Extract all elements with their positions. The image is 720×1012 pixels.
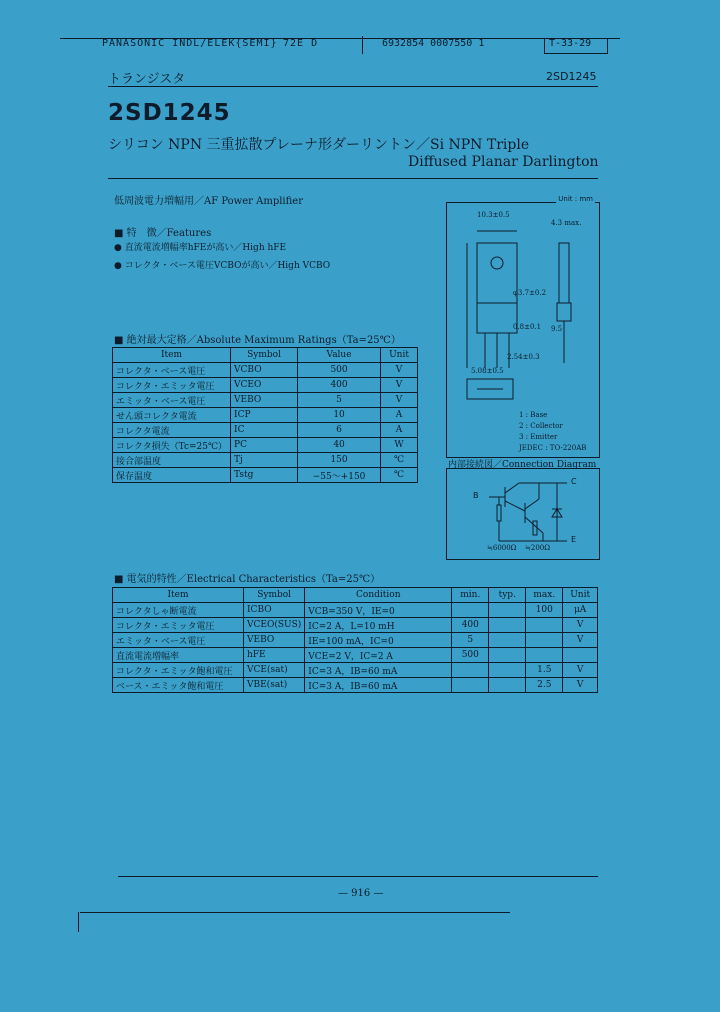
table-cell: ベース・エミッタ飽和電圧 bbox=[113, 678, 244, 693]
table-cell: VCEO(SUS) bbox=[244, 618, 305, 633]
dim-label: 9.5 bbox=[551, 325, 563, 333]
dim-label: φ3.7±0.2 bbox=[513, 289, 547, 297]
table-row bbox=[113, 453, 418, 468]
table-row bbox=[113, 378, 418, 393]
table-cell: IC=3 A，IB=60 mA bbox=[305, 678, 452, 693]
feature-item-2 bbox=[114, 258, 330, 271]
table-cell: A bbox=[381, 423, 418, 438]
table-cell: VCE=2 V，IC=2 A bbox=[305, 648, 452, 663]
table-cell: V bbox=[563, 618, 598, 633]
table-cell bbox=[452, 678, 489, 693]
table-cell bbox=[489, 663, 526, 678]
table-row bbox=[113, 648, 598, 663]
table-row bbox=[113, 603, 598, 618]
table-cell: ICP bbox=[231, 408, 298, 423]
table-row bbox=[113, 663, 598, 678]
application-text: 低周波電力増幅用／AF Power Amplifier bbox=[114, 196, 303, 207]
table-cell: VCEO bbox=[231, 378, 298, 393]
table-cell: 5 bbox=[298, 393, 381, 408]
table-cell: 1.5 bbox=[526, 663, 563, 678]
features-heading bbox=[114, 224, 211, 239]
column-header: Symbol bbox=[244, 588, 305, 603]
column-header: typ. bbox=[489, 588, 526, 603]
header-stamp: T-33-29 bbox=[549, 38, 592, 49]
table-cell: 2.5 bbox=[526, 678, 563, 693]
table-cell: 接合部温度 bbox=[113, 453, 231, 468]
table-header-row bbox=[113, 348, 418, 363]
subtitle-line1: シリコン NPN 三重拡散プレーナ形ダーリントン／Si NPN Triple bbox=[108, 137, 530, 153]
table-cell: μA bbox=[563, 603, 598, 618]
table-cell bbox=[526, 618, 563, 633]
table-cell: A bbox=[381, 408, 418, 423]
table-row bbox=[113, 393, 418, 408]
table-cell bbox=[489, 633, 526, 648]
table-row bbox=[113, 468, 418, 483]
table-cell: コレクタしゃ断電流 bbox=[113, 603, 244, 618]
pin-label: 3 : Emitter bbox=[519, 433, 558, 441]
resistor-2-label: ≒200Ω bbox=[525, 544, 551, 552]
table-cell: V bbox=[381, 393, 418, 408]
table-cell: コレクタ・エミッタ飽和電圧 bbox=[113, 663, 244, 678]
section-marker-icon: ■ bbox=[114, 335, 127, 346]
table-cell: 5 bbox=[452, 633, 489, 648]
table-cell bbox=[526, 648, 563, 663]
table-cell: V bbox=[563, 633, 598, 648]
table-row bbox=[113, 678, 598, 693]
column-header: Value bbox=[298, 348, 381, 363]
column-header: Item bbox=[113, 588, 244, 603]
package-unit-label: Unit : mm bbox=[558, 195, 593, 203]
table-cell: VCB=350 V，IE=0 bbox=[305, 603, 452, 618]
ratings-heading-text: 絶対最大定格／Absolute Maximum Ratings（Ta=25℃） bbox=[126, 335, 401, 346]
electrical-heading bbox=[114, 570, 380, 585]
table-row bbox=[113, 633, 598, 648]
table-cell: エミッタ・ベース電圧 bbox=[113, 633, 244, 648]
table-cell: VCBO bbox=[231, 363, 298, 378]
column-header: min. bbox=[452, 588, 489, 603]
table-cell: 150 bbox=[298, 453, 381, 468]
part-number-corner: 2SD1245 bbox=[546, 70, 597, 83]
electrical-heading-text: 電気的特性／Electrical Characteristics（Ta=25℃） bbox=[126, 574, 381, 585]
table-cell: VEBO bbox=[244, 633, 305, 648]
page-number: — 916 — bbox=[338, 888, 384, 899]
pin-label: 1 : Base bbox=[519, 411, 548, 419]
table-cell: V bbox=[381, 378, 418, 393]
dim-label: 10.3±0.5 bbox=[477, 211, 510, 219]
table-row bbox=[113, 408, 418, 423]
table-cell bbox=[563, 648, 598, 663]
column-header: Unit bbox=[563, 588, 598, 603]
column-header: Item bbox=[113, 348, 231, 363]
table-row bbox=[113, 423, 418, 438]
header-code: 72E D bbox=[283, 38, 319, 49]
table-cell: エミッタ・ベース電圧 bbox=[113, 393, 231, 408]
category-label: トランジスタ bbox=[108, 72, 186, 87]
ratings-heading bbox=[114, 331, 401, 346]
dim-label: 5.08±0.5 bbox=[471, 367, 504, 375]
feature-text-2: コレクタ・ベース電圧VCBOが高い／High VCBO bbox=[124, 261, 331, 271]
ratings-table bbox=[112, 347, 418, 483]
table-cell: hFE bbox=[244, 648, 305, 663]
terminal-c-label: C bbox=[571, 477, 577, 486]
table-cell: コレクタ・ベース電圧 bbox=[113, 363, 231, 378]
table-cell: 500 bbox=[452, 648, 489, 663]
subtitle-line2: Diffused Planar Darlington bbox=[408, 154, 599, 170]
table-cell: Tj bbox=[231, 453, 298, 468]
table-cell: コレクタ電流 bbox=[113, 423, 231, 438]
header-barcode: 6932854 0007550 1 bbox=[382, 38, 485, 49]
column-header: max. bbox=[526, 588, 563, 603]
table-cell: ℃ bbox=[381, 453, 418, 468]
jedec-label: JEDEC : TO-220AB bbox=[519, 444, 587, 452]
table-cell bbox=[526, 633, 563, 648]
table-cell: W bbox=[381, 438, 418, 453]
table-row bbox=[113, 363, 418, 378]
features-heading-text: 特 徴／Features bbox=[126, 228, 212, 239]
table-cell bbox=[489, 678, 526, 693]
dim-label: 0.8±0.1 bbox=[513, 323, 542, 331]
connection-heading: 内部接続図／Connection Diagram bbox=[448, 460, 597, 470]
table-cell: 400 bbox=[452, 618, 489, 633]
column-header: Unit bbox=[381, 348, 418, 363]
table-cell: コレクタ・エミッタ電圧 bbox=[113, 618, 244, 633]
table-cell: 10 bbox=[298, 408, 381, 423]
table-cell: IC=2 A，L=10 mH bbox=[305, 618, 452, 633]
table-cell: ICBO bbox=[244, 603, 305, 618]
table-cell: コレクタ損失（Tc=25℃） bbox=[113, 438, 231, 453]
table-cell: Tstg bbox=[231, 468, 298, 483]
table-cell: IE=100 mA，IC=0 bbox=[305, 633, 452, 648]
resistor-1-label: ≒6000Ω bbox=[487, 544, 517, 552]
table-cell bbox=[489, 618, 526, 633]
table-cell: IC bbox=[231, 423, 298, 438]
table-cell: 400 bbox=[298, 378, 381, 393]
dim-label: 2.54±0.3 bbox=[507, 353, 540, 361]
table-cell: V bbox=[381, 363, 418, 378]
bullet-icon: ● bbox=[114, 261, 125, 271]
table-header-row bbox=[113, 588, 598, 603]
table-cell: VEBO bbox=[231, 393, 298, 408]
electrical-table bbox=[112, 587, 598, 693]
table-cell: −55～+150 bbox=[298, 468, 381, 483]
section-marker-icon: ■ bbox=[114, 228, 127, 239]
table-cell: 500 bbox=[298, 363, 381, 378]
table-cell: せん頭コレクタ電流 bbox=[113, 408, 231, 423]
table-row bbox=[113, 618, 598, 633]
table-cell: 40 bbox=[298, 438, 381, 453]
table-cell: 直流電流増幅率 bbox=[113, 648, 244, 663]
table-cell: 100 bbox=[526, 603, 563, 618]
table-cell: コレクタ・エミッタ電圧 bbox=[113, 378, 231, 393]
table-cell: V bbox=[563, 663, 598, 678]
table-cell: 保存温度 bbox=[113, 468, 231, 483]
table-cell: PC bbox=[231, 438, 298, 453]
table-cell: VCE(sat) bbox=[244, 663, 305, 678]
section-marker-icon: ■ bbox=[114, 574, 127, 585]
feature-text-1: 直流電流増幅率hFEが高い／High hFE bbox=[124, 243, 287, 253]
package-drawing-panel bbox=[446, 195, 600, 458]
part-number-title: 2SD1245 bbox=[108, 100, 231, 126]
dim-label: 4.3 max. bbox=[551, 219, 582, 227]
table-cell: V bbox=[563, 678, 598, 693]
column-header: Symbol bbox=[231, 348, 298, 363]
terminal-e-label: E bbox=[571, 535, 577, 544]
bullet-icon: ● bbox=[114, 243, 125, 253]
feature-item-1 bbox=[114, 240, 286, 253]
table-cell: IC=3 A，IB=60 mA bbox=[305, 663, 452, 678]
table-cell bbox=[452, 663, 489, 678]
pin-label: 2 : Collector bbox=[519, 422, 563, 430]
terminal-b-label: B bbox=[473, 491, 479, 500]
column-header: Condition bbox=[305, 588, 452, 603]
table-cell bbox=[452, 603, 489, 618]
header-company: PANASONIC INDL/ELEK{SEMI} bbox=[102, 38, 278, 49]
table-cell: ℃ bbox=[381, 468, 418, 483]
table-row bbox=[113, 438, 418, 453]
connection-diagram-panel bbox=[446, 468, 600, 560]
table-cell: 6 bbox=[298, 423, 381, 438]
table-cell bbox=[489, 603, 526, 618]
table-cell bbox=[489, 648, 526, 663]
table-cell: VBE(sat) bbox=[244, 678, 305, 693]
